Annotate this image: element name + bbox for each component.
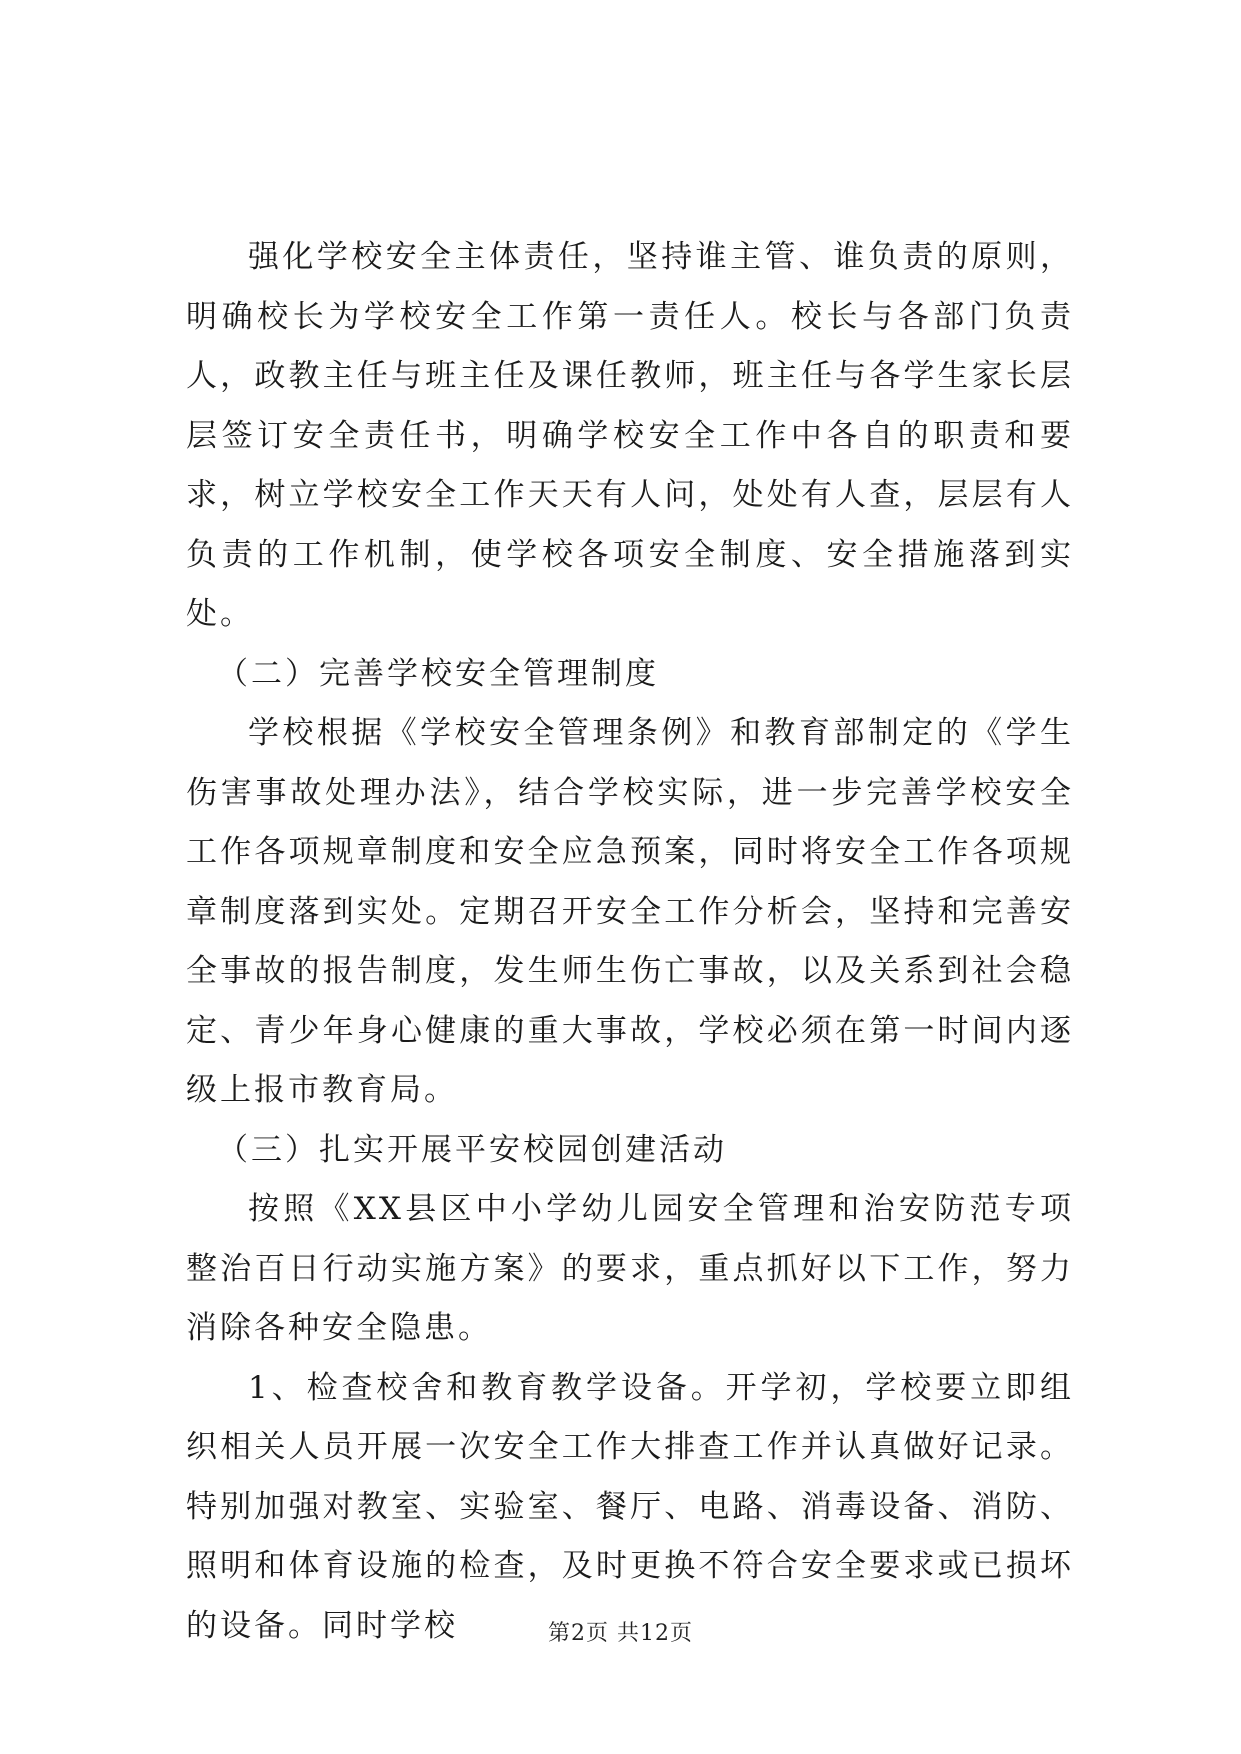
- paragraph-campaign: 按照《XX县区中小学幼儿园安全管理和治安防范专项整治百日行动实施方案》的要求，重点抓好以下工作，努力消除各种安全隐患。: [186, 1191, 1074, 1346]
- section-heading-2: （二）完善学校安全管理制度: [217, 655, 659, 692]
- document-body: [186, 228, 1074, 1656]
- paragraph-inspection: 1、检查校舍和教育教学设备。开学初，学校要立即组织相关人员开展一次安全工作大排查工作并认真做好记录。特别加强对教室、实验室、餐厅、电路、消毒设备、消防、照明和体育设施的检查，及时更换不符合安全要求或已损坏的设备。同时学校: [186, 1369, 1074, 1644]
- paragraph-regulations: 学校根据《学校安全管理条例》和教育部制定的《学生伤害事故处理办法》，结合学校实际，进一步完善学校安全工作各项规章制度和安全应急预案，同时将安全工作各项规章制度落到实处。定期召开安全工作分析会，坚持和完善安全事故的报告制度，发生师生伤亡事故，以及关系到社会稳定、青少年身心健康的重大事故，学校必须在第一时间内逐级上报市教育局。: [186, 715, 1074, 1108]
- page-footer: 第2页 共12页: [548, 1621, 693, 1646]
- section-heading-3: （三）扎实开展平安校园创建活动: [217, 1131, 727, 1168]
- paragraph-responsibility: 强化学校安全主体责任，坚持谁主管、谁负责的原则，明确校长为学校安全工作第一责任人。校长与各部门负责人，政教主任与班主任及课任教师，班主任与各学生家长层层签订安全责任书，明确学校安全工作中各自的职责和要求，树立学校安全工作天天有人问，处处有人查，层层有人负责的工作机制，使学校各项安全制度、安全措施落到实处。: [186, 239, 1074, 632]
